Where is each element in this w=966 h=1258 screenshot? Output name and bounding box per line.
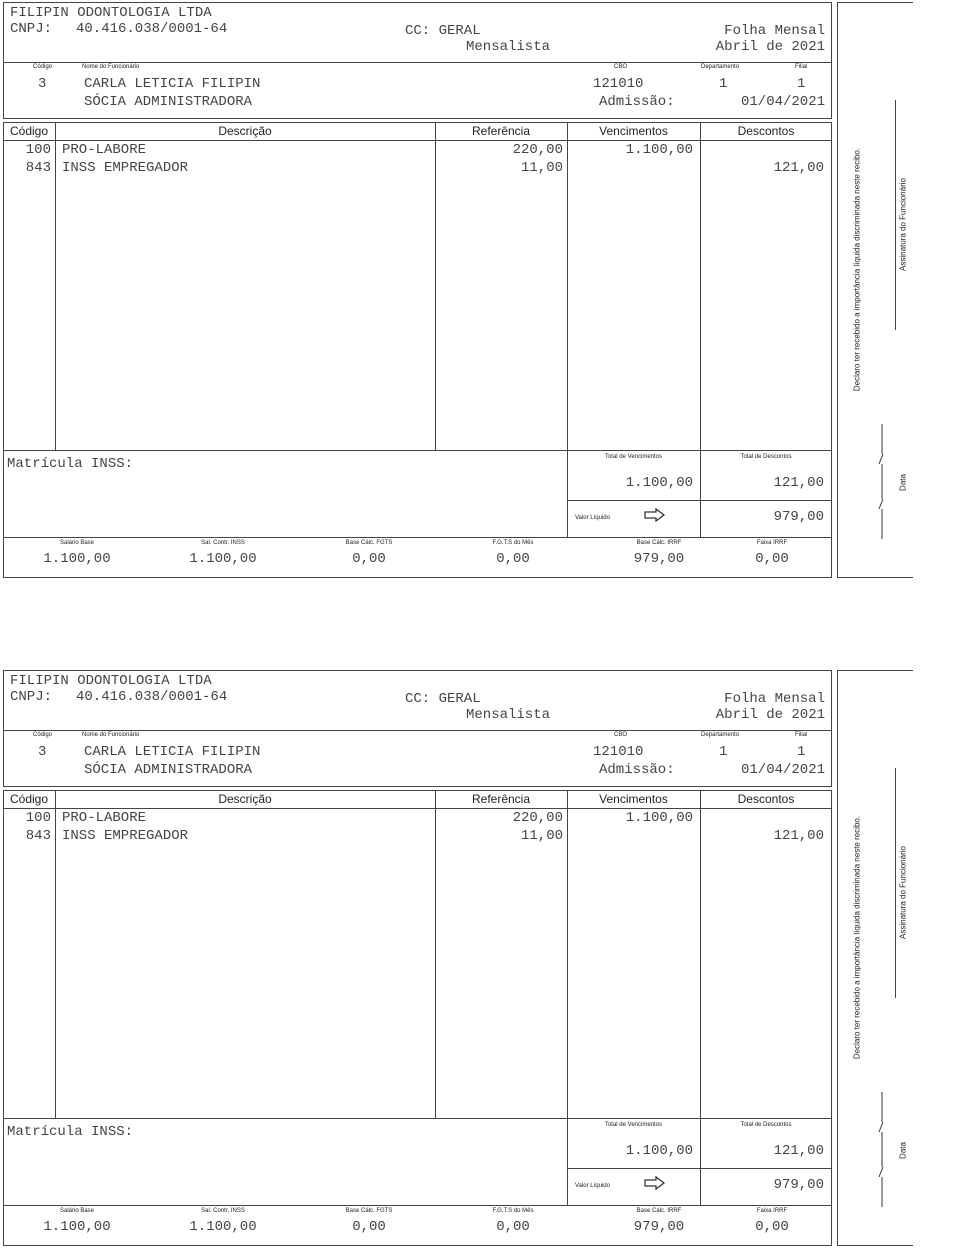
admission-label: Admissão: [599, 94, 675, 110]
col-code-header: Código [9, 124, 49, 138]
admission-date: 01/04/2021 [740, 94, 825, 110]
sheet-type: Folha Mensal [724, 691, 825, 707]
branch-label: Filial [795, 732, 808, 738]
period: Abril de 2021 [715, 707, 825, 723]
row-code: 100 [25, 810, 51, 826]
row-earn: 1.100,00 [625, 810, 693, 826]
row-code: 843 [25, 160, 51, 176]
receipt-declaration: Declaro ter recebido a importância líquida discriminada neste recibo. [852, 147, 862, 392]
cost-center: CC: GERAL [405, 691, 481, 707]
branch: 1 [797, 744, 806, 760]
employee-name-label: Nome do Funcionário [82, 64, 140, 70]
base-label: Salário Base [59, 540, 95, 546]
total-earnings-label: Total de Vencimentos [604, 454, 663, 460]
employee-code-label: Código [33, 732, 53, 738]
row-desc: INSS EMPREGADOR [62, 160, 189, 176]
receipt-declaration: Declaro ter recebido a importância líquida discriminada neste recibo. [852, 815, 862, 1060]
base-value: 1.100,00 [189, 1219, 257, 1235]
date-field[interactable] [866, 1092, 886, 1212]
branch-label: Filial [795, 64, 808, 70]
company-name: FILIPIN ODONTOLOGIA LTDA [10, 673, 212, 689]
row-earn: 1.100,00 [625, 142, 693, 158]
base-label: Faixa IRRF [756, 540, 788, 546]
base-label: F.G.T.S do Mês [492, 1208, 534, 1214]
base-value: 979,00 [633, 551, 685, 567]
base-label: Sal. Contr. INSS [201, 540, 245, 546]
cbo: 121010 [593, 76, 644, 92]
signature-line [895, 768, 896, 998]
payroll-type: Mensalista [466, 707, 551, 723]
col-earn-header: Vencimentos [599, 792, 668, 806]
total-deductions-label: Total de Descontos [740, 454, 792, 460]
base-value: 1.100,00 [189, 551, 257, 567]
base-label: Sal. Contr. INSS [201, 1208, 245, 1214]
base-value: 0,00 [496, 1219, 530, 1235]
arrow-right-icon [644, 1176, 666, 1190]
row-ded: 121,00 [773, 160, 824, 176]
row-ref: 220,00 [512, 142, 563, 158]
total-earnings: 1.100,00 [625, 1143, 693, 1159]
row-ref: 11,00 [520, 160, 563, 176]
employee-role: SÓCIA ADMINISTRADORA [84, 762, 253, 778]
arrow-right-icon [644, 508, 666, 522]
total-earnings-label: Total de Vencimentos [604, 1122, 663, 1128]
col-desc-header: Descrição [218, 124, 272, 138]
total-earnings: 1.100,00 [625, 475, 693, 491]
base-label: Base Cálc. IRRF [636, 540, 682, 546]
date-field[interactable] [866, 424, 886, 544]
department-label: Departamento [701, 732, 740, 738]
net-value-label: Valor Líquido [575, 1183, 610, 1189]
branch: 1 [797, 76, 806, 92]
col-earn-header: Vencimentos [599, 124, 668, 138]
company-name: FILIPIN ODONTOLOGIA LTDA [10, 5, 212, 21]
admission-label: Admissão: [599, 762, 675, 778]
row-ref: 220,00 [512, 810, 563, 826]
base-value: 0,00 [755, 551, 789, 567]
inss-registration-label: Matrícula INSS: [7, 456, 134, 472]
sheet-type: Folha Mensal [724, 23, 825, 39]
base-label: Base Cálc. IRRF [636, 1208, 682, 1214]
row-desc: PRO-LABORE [62, 810, 147, 826]
payslip-copy-2 [0, 668, 966, 1258]
base-label: Base Cálc. FGTS [345, 540, 393, 546]
cost-center: CC: GERAL [405, 23, 481, 39]
payroll-type: Mensalista [466, 39, 551, 55]
signature-label: Assinatura do Funcionário [898, 178, 908, 271]
row-code: 100 [25, 142, 51, 158]
employee-name-label: Nome do Funcionário [82, 732, 140, 738]
cnpj: 40.416.038/0001-64 [76, 21, 228, 37]
col-ref-header: Referência [471, 124, 531, 138]
cnpj-label: CNPJ: [10, 689, 53, 705]
col-ref-header: Referência [471, 792, 531, 806]
row-desc: INSS EMPREGADOR [62, 828, 189, 844]
cbo-label: CBO [614, 64, 628, 70]
cbo: 121010 [593, 744, 644, 760]
col-ded-header: Descontos [737, 124, 795, 138]
cnpj-label: CNPJ: [10, 21, 53, 37]
base-value: 1.100,00 [43, 551, 111, 567]
base-label: Base Cálc. FGTS [345, 1208, 393, 1214]
admission-date: 01/04/2021 [740, 762, 825, 778]
employee-code: 3 [38, 744, 47, 760]
base-value: 979,00 [633, 1219, 685, 1235]
row-ref: 11,00 [520, 828, 563, 844]
cbo-label: CBO [614, 732, 628, 738]
net-value: 979,00 [773, 509, 824, 525]
row-desc: PRO-LABORE [62, 142, 147, 158]
base-value: 0,00 [352, 1219, 386, 1235]
total-deductions-label: Total de Descontos [740, 1122, 792, 1128]
base-value: 1.100,00 [43, 1219, 111, 1235]
date-label: Data [898, 1142, 908, 1159]
signature-label: Assinatura do Funcionário [898, 846, 908, 939]
cnpj: 40.416.038/0001-64 [76, 689, 228, 705]
total-deductions: 121,00 [773, 1143, 824, 1159]
department-label: Departamento [701, 64, 740, 70]
base-value: 0,00 [496, 551, 530, 567]
employee-code-label: Código [33, 64, 53, 70]
employee-name: CARLA LETICIA FILIPIN [84, 76, 261, 92]
base-label: Salário Base [59, 1208, 95, 1214]
employee-code: 3 [38, 76, 47, 92]
signature-line [895, 100, 896, 330]
period: Abril de 2021 [715, 39, 825, 55]
department: 1 [719, 744, 728, 760]
base-label: Faixa IRRF [756, 1208, 788, 1214]
base-value: 0,00 [352, 551, 386, 567]
employee-name: CARLA LETICIA FILIPIN [84, 744, 261, 760]
col-desc-header: Descrição [218, 792, 272, 806]
total-deductions: 121,00 [773, 475, 824, 491]
net-value: 979,00 [773, 1177, 824, 1193]
base-label: F.G.T.S do Mês [492, 540, 534, 546]
employee-role: SÓCIA ADMINISTRADORA [84, 94, 253, 110]
inss-registration-label: Matrícula INSS: [7, 1124, 134, 1140]
date-label: Data [898, 474, 908, 491]
net-value-label: Valor Líquido [575, 515, 610, 521]
payslip-copy-1 [0, 0, 966, 590]
col-ded-header: Descontos [737, 792, 795, 806]
base-value: 0,00 [755, 1219, 789, 1235]
row-code: 843 [25, 828, 51, 844]
col-code-header: Código [9, 792, 49, 806]
department: 1 [719, 76, 728, 92]
row-ded: 121,00 [773, 828, 824, 844]
